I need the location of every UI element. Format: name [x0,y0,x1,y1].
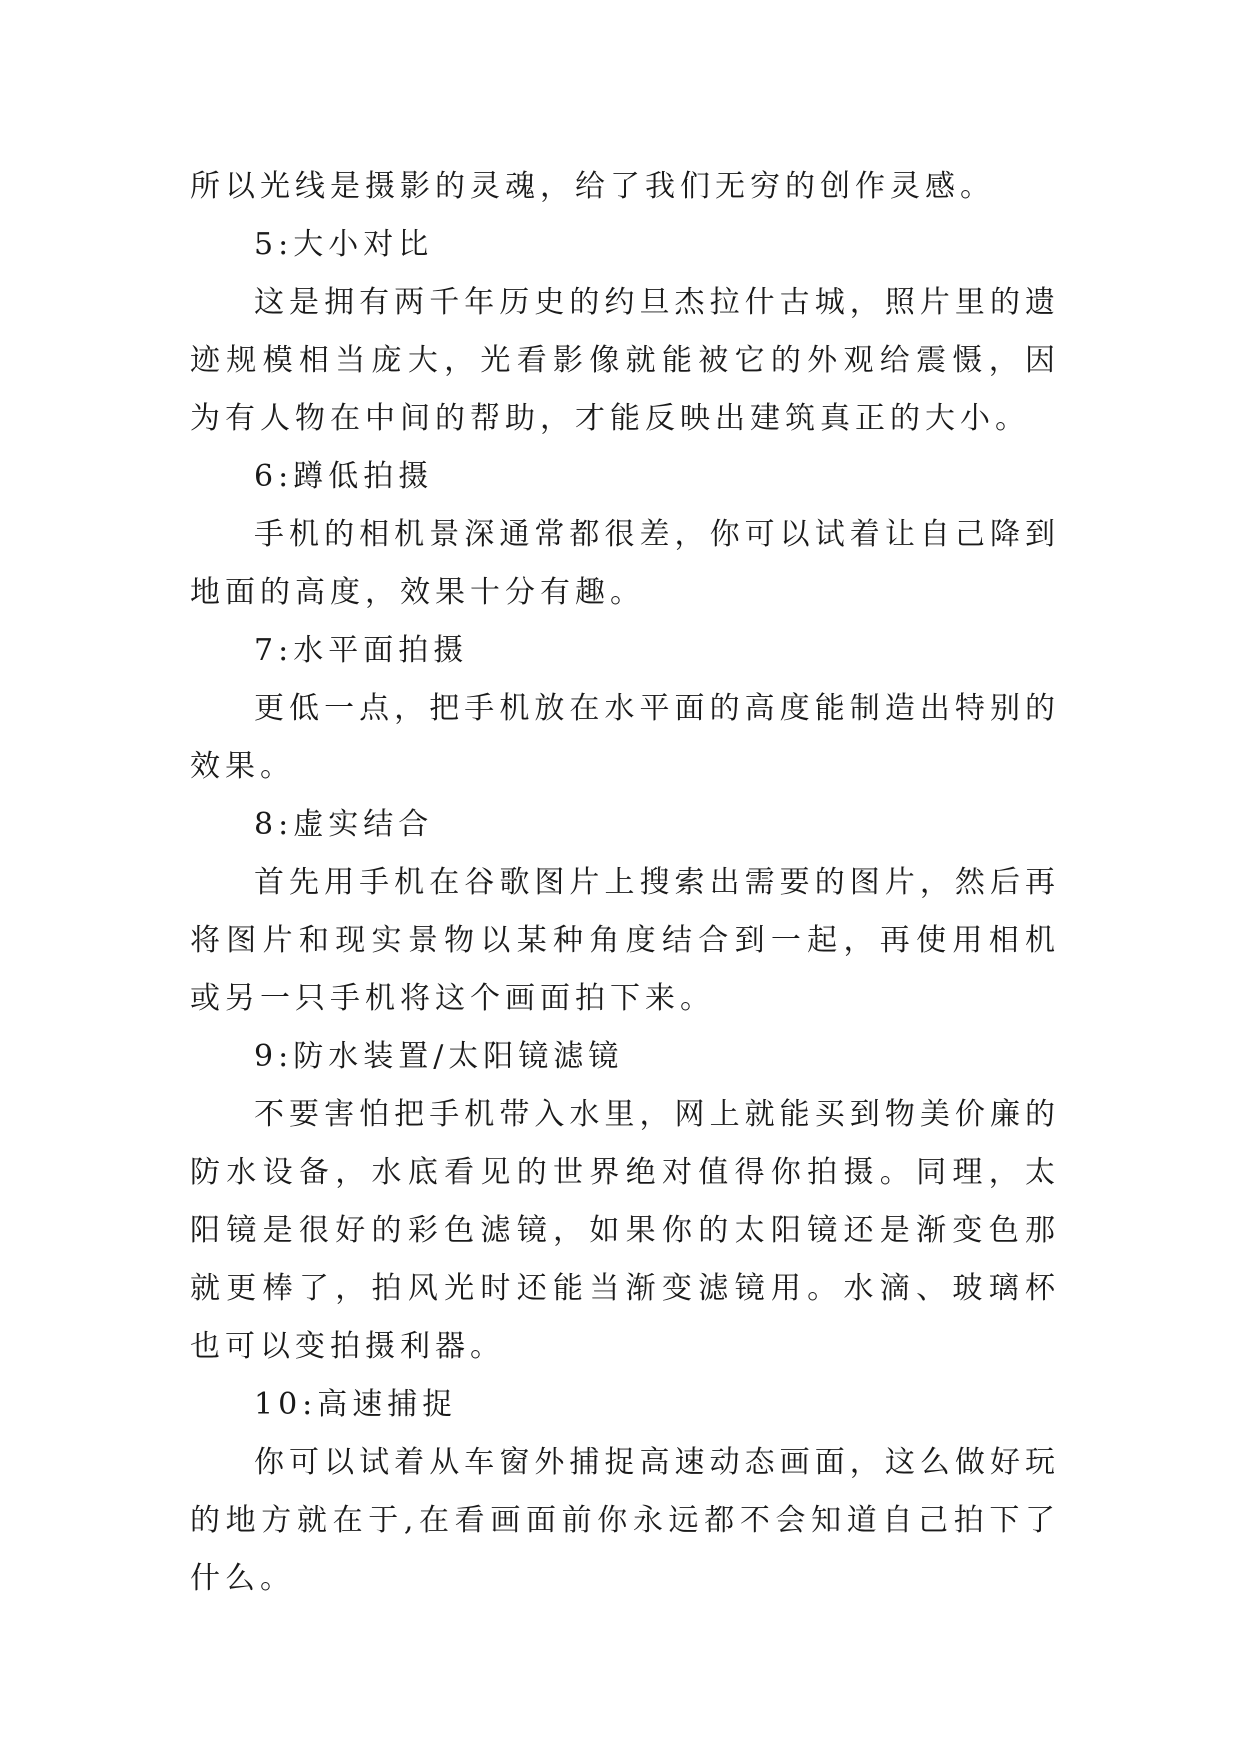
heading-size-contrast: 5:大小对比 [254,227,434,262]
heading-high-speed: 10:高速捕捉 [254,1387,458,1422]
document-page [190,158,1060,1608]
paragraph-size-contrast: 这是拥有两千年历史的约旦杰拉什古城，照片里的遗迹规模相当庞大，光看影像就能被它的外观给震慑，因为有人物在中间的帮助，才能反映出建筑真正的大小。 [190,285,1060,436]
heading-virtual-real: 8:虚实结合 [254,807,434,842]
paragraph-virtual-real: 首先用手机在谷歌图片上搜索出需要的图片，然后再将图片和现实景物以某种角度结合到一起，再使用相机或另一只手机将这个画面拍下来。 [190,865,1060,1016]
heading-water-level: 7:水平面拍摄 [254,633,469,668]
paragraph-light-soul: 所以光线是摄影的灵魂，给了我们无穷的创作灵感。 [190,169,995,204]
heading-low-angle: 6:蹲低拍摄 [254,459,434,494]
paragraph-high-speed: 你可以试着从车窗外捕捉高速动态画面，这么做好玩的地方就在于,在看画面前你永远都不会知道自己拍下了什么。 [190,1445,1060,1596]
paragraph-waterproof-filter: 不要害怕把手机带入水里，网上就能买到物美价廉的防水设备，水底看见的世界绝对值得你拍摄。同理，太阳镜是很好的彩色滤镜，如果你的太阳镜还是渐变色那就更棒了，拍风光时还能当渐变滤镜用。水滴、玻璃杯也可以变拍摄利器。 [190,1097,1060,1364]
paragraph-low-angle: 手机的相机景深通常都很差，你可以试着让自己降到地面的高度，效果十分有趣。 [190,517,1060,610]
heading-waterproof-filter: 9:防水装置/太阳镜滤镜 [254,1039,624,1074]
paragraph-water-level: 更低一点，把手机放在水平面的高度能制造出特别的效果。 [190,691,1060,784]
